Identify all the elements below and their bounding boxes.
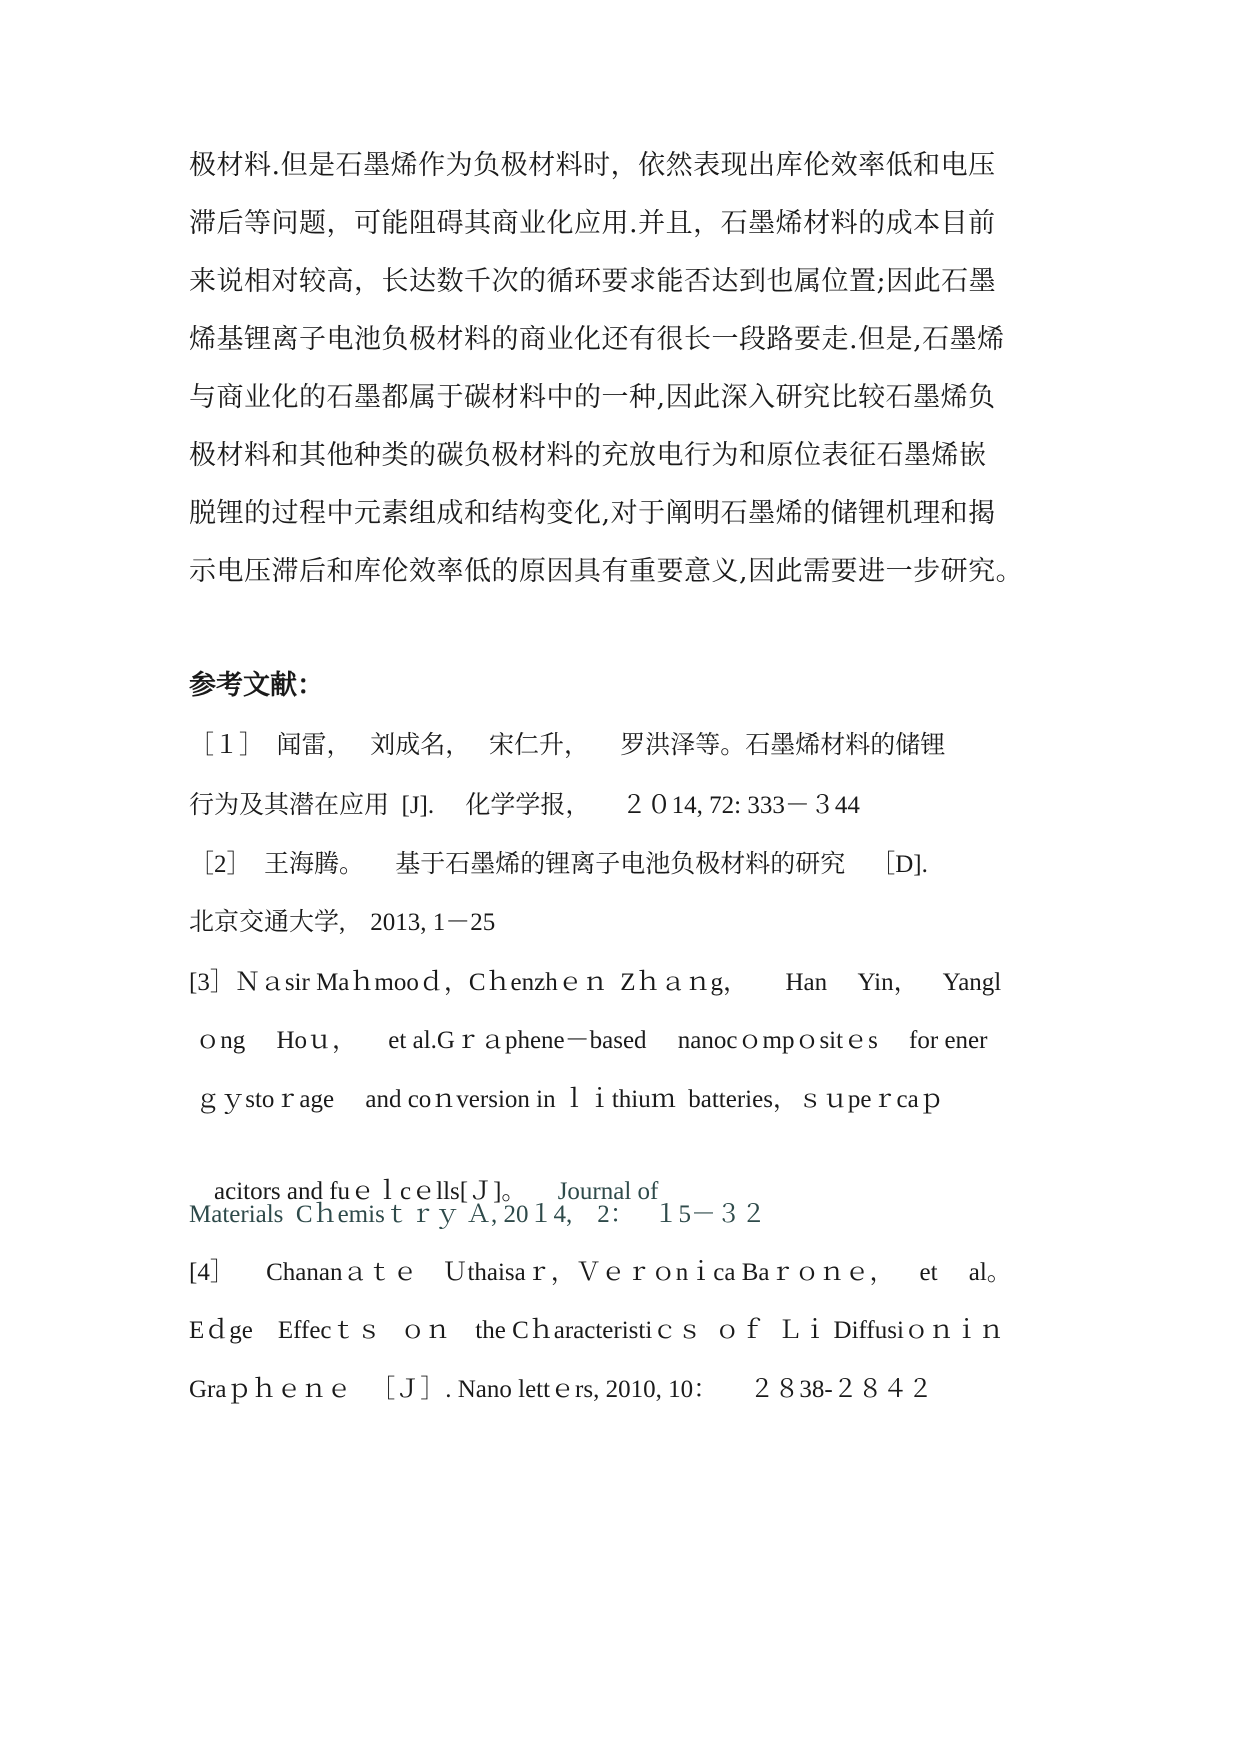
reference-4-line-1: [4］ Chananａｔｅ Ｕthaisaｒ，Ｖｅｒｏnｉca Baｒｏｎｅ， et al。 — [189, 1259, 1012, 1286]
reference-2-line-2: 北京交通大学, 2013, 1－25 — [189, 909, 496, 936]
reference-4-line-2: Eｄge Effecｔｓ ｏｎ the Cｈaracteristiｃｓ ｏｆ Ｌｉ Diffusiｏｎｉｎ — [189, 1317, 1004, 1344]
paragraph-line-4: 烯基锂离子电池负极材料的商业化还有很长一段路要走.但是,石墨烯 — [189, 324, 1005, 355]
reference-3-journal-name: Journal of — [557, 1178, 659, 1205]
reference-4-line-3: Graｐｈｅｎｅ ［Ｊ］. Nano lettｅrs, 2010, 10： ２８38-２８４２ — [189, 1376, 933, 1403]
paragraph-line-5: 与商业化的石墨都属于碳材料中的一种,因此深入研究比较石墨烯负 — [189, 382, 996, 413]
references-heading: 参考文献： — [189, 670, 324, 701]
reference-3-line-1: [3］Ｎａsir Maｈmooｄ，Cｈenzhｅｎ Zｈａｎg， Han Yin， Yangl — [189, 969, 1002, 996]
reference-2-line-1: ［2］ 王海腾。 基于石墨烯的锂离子电池负极材料的研究 ［D]. — [189, 851, 928, 878]
reference-3-line-2: ｏng Hoｕ， et al.Gｒａphene－based nanocｏmpｏsitｅs for ener — [189, 1027, 988, 1054]
reference-1-line-1: ［１］ 闻雷， 刘成名， 宋仁升， 罗洪泽等。石墨烯材料的储锂 — [189, 732, 946, 759]
reference-1-line-2: 行为及其潜在应用 [J]. 化学学报， ２０14, 72: 333－３44 — [189, 792, 860, 819]
paragraph-line-6: 极材料和其他种类的碳负极材料的充放电行为和原位表征石墨烯嵌 — [189, 440, 987, 471]
reference-3-line-5: Materials Cｈemisｔｒｙ Ａ, 20１4, 2： １5－３２ — [189, 1201, 767, 1228]
paragraph-line-3: 来说相对较高，长达数千次的循环要求能否达到也属位置;因此石墨 — [189, 266, 997, 297]
paragraph-line-8: 示电压滞后和库伦效率低的原因具有重要意义,因此需要进一步研究。 — [189, 556, 1024, 587]
reference-3-line-3: ｇｙstoｒage and coｎversion in ｌｉthiuｍ batteries，ｓｕpeｒcaｐ — [189, 1086, 944, 1113]
paragraph-line-2: 滞后等问题，可能阻碍其商业化应用.并且，石墨烯材料的成本目前 — [189, 208, 996, 239]
reference-3-text: acitors and fuｅｌcｅlls[Ｊ]。 — [214, 1178, 558, 1205]
paragraph-line-7: 脱锂的过程中元素组成和结构变化,对于阐明石墨烯的储锂机理和揭 — [189, 498, 996, 529]
paragraph-line-1: 极材料.但是石墨烯作为负极材料时，依然表现出库伦效率低和电压 — [189, 150, 996, 181]
